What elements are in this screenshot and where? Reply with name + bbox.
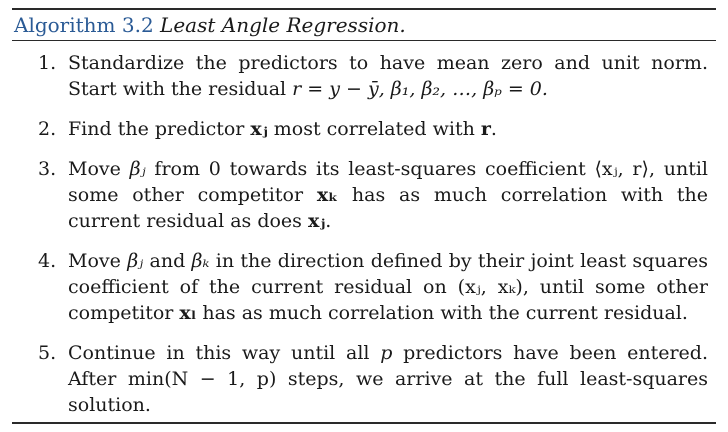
step-text: Move xyxy=(68,250,128,272)
step-text: most correlated with xyxy=(267,118,481,140)
step-text: has as much correlation with the current residual. xyxy=(196,302,688,324)
math-inline: xⱼ xyxy=(307,210,326,232)
step-text: steps, we arrive at the full least-squares solution. xyxy=(68,368,709,416)
math-inline: r xyxy=(480,118,491,140)
step-text: Standardize the predictors to have mean zero and unit norm. Start with the residual xyxy=(68,52,708,100)
step-text: Find the predictor xyxy=(68,118,251,140)
math-inline: p xyxy=(380,342,393,364)
step-text: from 0 towards its least-squares coefficient xyxy=(145,158,595,180)
step-text: predictors have been entered. After xyxy=(68,342,708,390)
math-inline: βⱼ xyxy=(127,250,144,272)
bottom-rule xyxy=(12,422,716,424)
algorithm-label: Algorithm 3.2 xyxy=(14,13,154,37)
math-inline: min(N − 1, p) xyxy=(127,368,277,390)
step-text: . xyxy=(490,118,497,140)
step-number: 2. xyxy=(38,118,57,140)
math-inline: xₗ xyxy=(179,302,197,324)
step-text: , until some other competitor xyxy=(68,276,708,324)
algorithm-title: Least Angle Regression. xyxy=(160,13,406,37)
header-rule xyxy=(12,40,716,41)
math-inline: xⱼ xyxy=(250,118,268,140)
step-text: Continue in this way until all xyxy=(68,342,381,364)
step-text: Move xyxy=(68,158,130,180)
step-1 xyxy=(12,50,716,102)
step-text: has as much correlation with the current residual as does xyxy=(68,184,708,232)
math-inline: ⟨xⱼ, r⟩ xyxy=(594,158,649,180)
step-text: in the direction defined by their joint least squares coefficient of the current residual on xyxy=(68,250,708,298)
math-inline: r = y − ȳ, β₁, β₂, …, βₚ = 0. xyxy=(292,78,548,100)
algorithm-box xyxy=(12,8,716,424)
algorithm-header xyxy=(14,12,406,38)
step-text: . xyxy=(325,210,332,232)
step-number: 4. xyxy=(38,250,57,272)
math-inline: βⱼ xyxy=(129,158,146,180)
math-inline: xₖ xyxy=(316,184,339,206)
step-text: , until some other competitor xyxy=(68,158,708,206)
step-4 xyxy=(12,248,716,326)
step-number: 1. xyxy=(38,52,57,74)
step-number: 3. xyxy=(38,158,57,180)
step-2 xyxy=(12,116,716,142)
step-number: 5. xyxy=(38,342,57,364)
step-5 xyxy=(12,340,716,418)
step-text: and xyxy=(143,250,192,272)
algorithm-steps xyxy=(12,50,716,432)
math-inline: (xⱼ, xₖ) xyxy=(457,276,523,298)
top-rule xyxy=(12,8,716,10)
step-3 xyxy=(12,156,716,234)
math-inline: βₖ xyxy=(191,250,210,272)
